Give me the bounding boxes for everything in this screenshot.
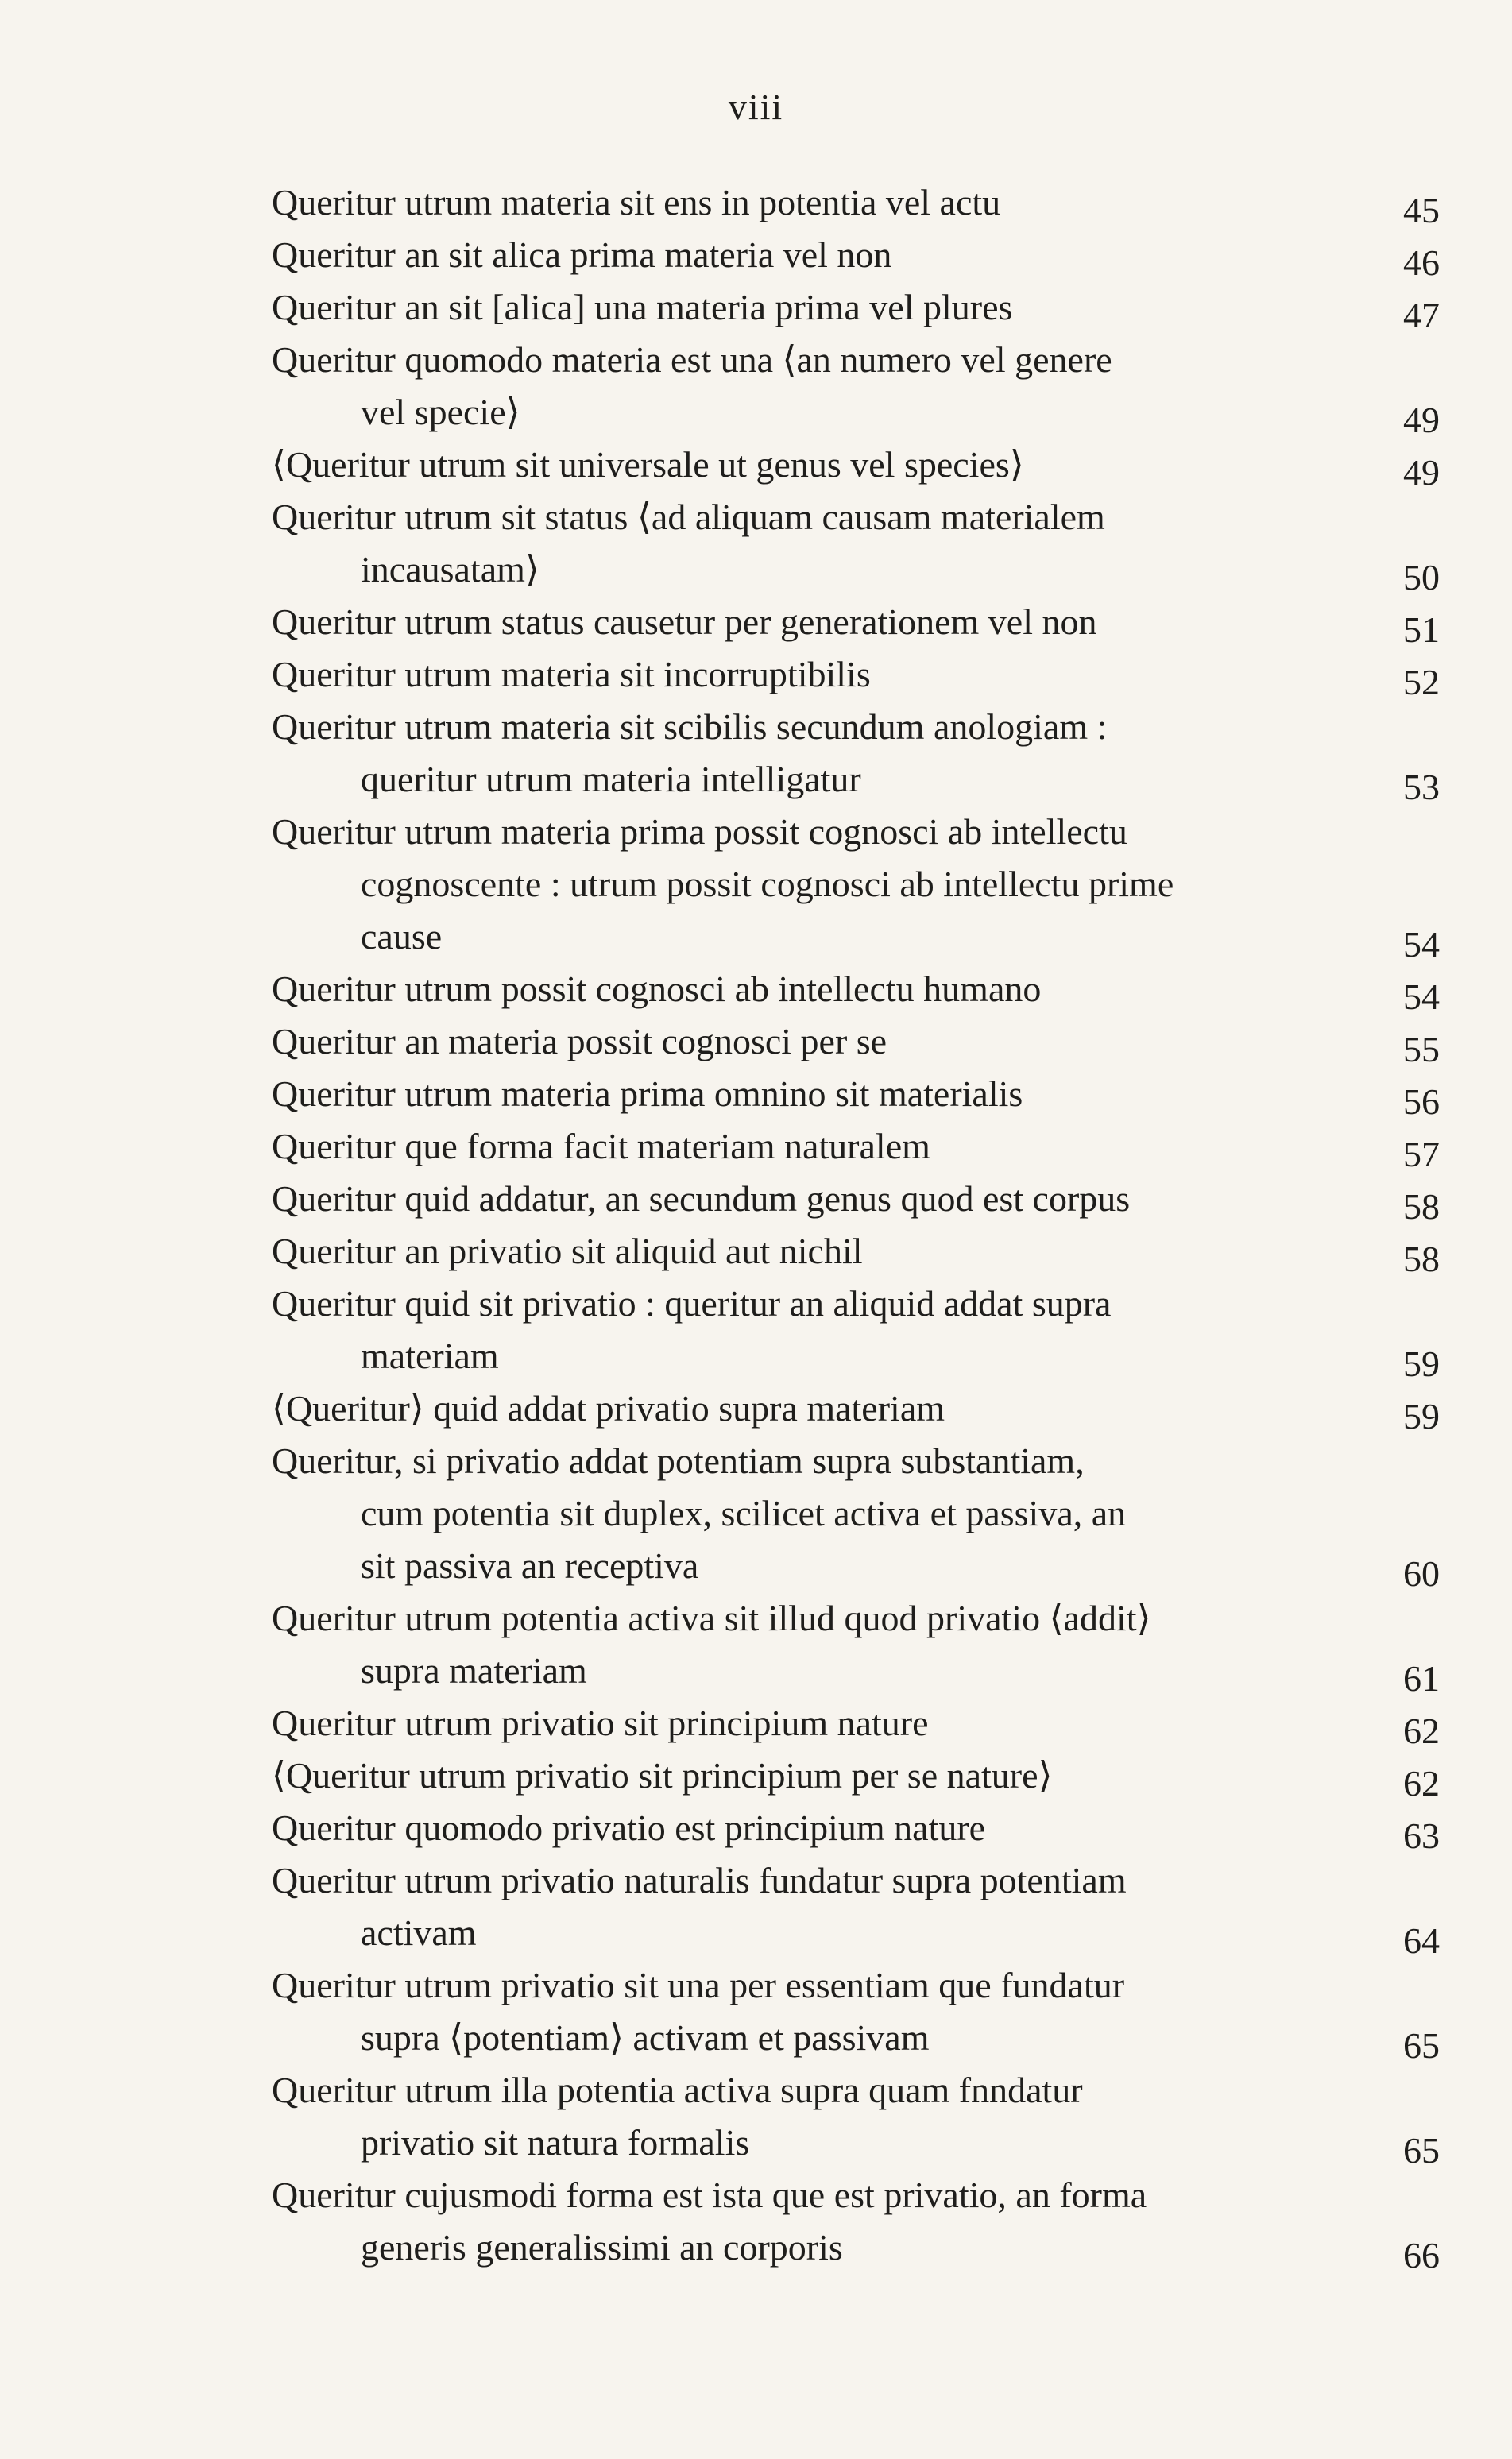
toc-entry-title: Queritur an sit alica prima materia vel non [272,234,892,275]
toc-entry-title: Queritur quomodo materia est una ⟨an numero vel genere [272,339,1112,380]
toc-entry-page-number [1368,1068,1440,1120]
toc-entry [272,1120,1440,1173]
toc-entry [272,1435,1440,1592]
toc-entry-title: Queritur que forma facit materiam naturalem [272,1126,930,1166]
toc-entry [272,701,1440,806]
toc-entry-title: Queritur utrum materia sit scibilis secundum anologiam : [272,706,1108,747]
toc-entry-page-number [1368,963,1440,1015]
toc-entry [272,1015,1440,1068]
toc-entry-page-number [1368,2117,1440,2169]
toc-entry-title: ⟨Queritur utrum privatio sit principium per se nature⟩ [272,1755,1053,1796]
page-number-value: 47 [1403,295,1440,335]
toc-entry-continuation: generis generalissimi an corporis [361,2227,843,2268]
page-number-value: 50 [1403,557,1440,597]
page-number-value: 55 [1403,1029,1440,1069]
page-number-value: 66 [1403,2235,1440,2275]
toc-entry-continuation: cause [361,916,443,957]
toc-entry-page-number [1368,1802,1440,1854]
toc-entry [272,1959,1440,2064]
toc-entry-page-number [1368,386,1440,439]
page-number-value: 58 [1403,1186,1440,1227]
toc-entry [272,1854,1440,1959]
toc-entry-page-number [1368,1697,1440,1750]
toc-entry-title: Queritur utrum possit cognosci ab intellectu humano [272,969,1042,1009]
toc-entry [272,281,1440,334]
toc-entry [272,1068,1440,1120]
toc-entry-title: Queritur cujusmodi forma est ista que est privatio, an forma [272,2175,1147,2215]
toc-entry-page-number [1368,911,1440,963]
page-number-value: 62 [1403,1711,1440,1751]
page-number-value: 62 [1403,1763,1440,1804]
toc-entry [272,2064,1440,2169]
toc-entry [272,1802,1440,1854]
page-number-value: 57 [1403,1134,1440,1174]
toc-entry-continuation: activam [361,1912,477,1953]
toc-entry-title: Queritur quid sit privatio : queritur an aliquid addat supra [272,1283,1112,1324]
toc-entry [272,1173,1440,1225]
toc-entry-page-number [1368,439,1440,491]
toc-entry-title: Queritur utrum potentia activa sit illud quod privatio ⟨addit⟩ [272,1598,1151,1638]
page-number-value: 52 [1403,662,1440,702]
page-number-value: 49 [1403,400,1440,440]
toc-entry [272,2169,1440,2274]
toc-entry-page-number [1368,281,1440,334]
page-number-value: 54 [1403,924,1440,965]
page-number-value: 45 [1403,190,1440,230]
toc-entry [272,963,1440,1015]
toc-entry [272,1697,1440,1750]
toc-entry [272,1592,1440,1697]
toc-entry-title: Queritur, si privatio addat potentiam supra substantiam, [272,1440,1085,1481]
toc-entry-page-number [1368,596,1440,648]
table-of-contents [272,176,1440,2274]
toc-entry [272,1750,1440,1802]
toc-entry-title: Queritur quomodo privatio est principium nature [272,1808,986,1848]
page-number-value: 65 [1403,2025,1440,2066]
toc-entry-page-number [1368,753,1440,806]
toc-entry [272,1382,1440,1435]
toc-entry [272,439,1440,491]
toc-entry-page-number [1368,1382,1440,1435]
toc-entry-page-number [1368,1015,1440,1068]
toc-entry-title: Queritur utrum status causetur per generationem vel non [272,601,1097,642]
toc-entry-page-number [1368,648,1440,701]
toc-entry-continuation: cum potentia sit duplex, scilicet activa et passiva, an [361,1493,1127,1533]
toc-entry-title: ⟨Queritur⟩ quid addat privatio supra materiam [272,1388,945,1429]
toc-entry-title: Queritur utrum materia prima omnino sit materialis [272,1073,1023,1114]
toc-entry-continuation: supra materiam [361,1650,587,1691]
toc-entry-page-number [1368,2012,1440,2064]
toc-entry-continuation: supra ⟨potentiam⟩ activam et passivam [361,2017,930,2058]
toc-entry-page-number [1368,1225,1440,1278]
toc-entry [272,491,1440,596]
toc-entry-title: Queritur utrum privatio sit una per essentiam que fundatur [272,1965,1125,2005]
page-number: viii [728,87,784,127]
toc-entry-page-number [1368,1540,1440,1592]
toc-entry [272,229,1440,281]
page-number-value: 51 [1403,609,1440,650]
page-number-value: 56 [1403,1081,1440,1122]
toc-entry-title: Queritur utrum privatio sit principium nature [272,1703,929,1743]
toc-entry-title: Queritur utrum privatio naturalis fundatur supra potentiam [272,1860,1127,1900]
toc-entry-page-number [1368,543,1440,596]
toc-entry-title: ⟨Queritur utrum sit universale ut genus vel species⟩ [272,444,1024,485]
page-number-value: 53 [1403,767,1440,807]
toc-entry-title: Queritur utrum materia sit incorruptibilis [272,654,871,694]
page-number-value: 63 [1403,1815,1440,1856]
toc-entry-page-number [1368,2221,1440,2274]
toc-entry-continuation: vel specie⟩ [361,392,520,432]
toc-entry-page-number [1368,1120,1440,1173]
toc-entry-continuation: privatio sit natura formalis [361,2122,750,2163]
toc-entry-page-number [1368,1645,1440,1697]
toc-entry [272,596,1440,648]
toc-entry-title: Queritur utrum sit status ⟨ad aliquam causam materialem [272,497,1105,537]
toc-entry-page-number [1368,1330,1440,1382]
page-number-value: 60 [1403,1553,1440,1594]
page-number-value: 54 [1403,976,1440,1017]
toc-entry-page-number [1368,1173,1440,1225]
toc-entry-title: Queritur an materia possit cognosci per se [272,1021,887,1061]
toc-entry [272,1278,1440,1382]
page-number-value: 49 [1403,452,1440,493]
toc-entry-page-number [1368,1750,1440,1802]
toc-entry-title: Queritur an privatio sit aliquid aut nichil [272,1231,863,1271]
page-number-value: 58 [1403,1239,1440,1279]
page-number-value: 61 [1403,1658,1440,1699]
page-number-value: 65 [1403,2130,1440,2171]
toc-entry-continuation: queritur utrum materia intelligatur [361,759,861,799]
toc-entry [272,806,1440,963]
toc-entry-title: Queritur utrum materia prima possit cognosci ab intellectu [272,811,1127,852]
toc-entry [272,648,1440,701]
page-number-value: 59 [1403,1396,1440,1436]
toc-entry-title: Queritur quid addatur, an secundum genus quod est corpus [272,1178,1131,1219]
toc-entry-title: Queritur utrum illa potentia activa supra quam fnndatur [272,2070,1083,2110]
toc-entry-continuation: sit passiva an receptiva [361,1545,699,1586]
toc-entry-continuation: materiam [361,1336,499,1376]
toc-entry-page-number [1368,1907,1440,1959]
toc-entry-page-number [1368,176,1440,229]
toc-entry-continuation: incausatam⟩ [361,549,539,590]
toc-entry [272,334,1440,439]
page-number-value: 64 [1403,1920,1440,1961]
page-number-value: 59 [1403,1344,1440,1384]
toc-entry-page-number [1368,229,1440,281]
toc-entry-title: Queritur an sit [alica] una materia prima vel plures [272,287,1013,327]
toc-entry [272,176,1440,229]
toc-entry-continuation: cognoscente : utrum possit cognosci ab intellectu prime [361,864,1174,904]
page-number-value: 46 [1403,242,1440,283]
toc-entry [272,1225,1440,1278]
toc-entry-title: Queritur utrum materia sit ens in potentia vel actu [272,182,1001,222]
